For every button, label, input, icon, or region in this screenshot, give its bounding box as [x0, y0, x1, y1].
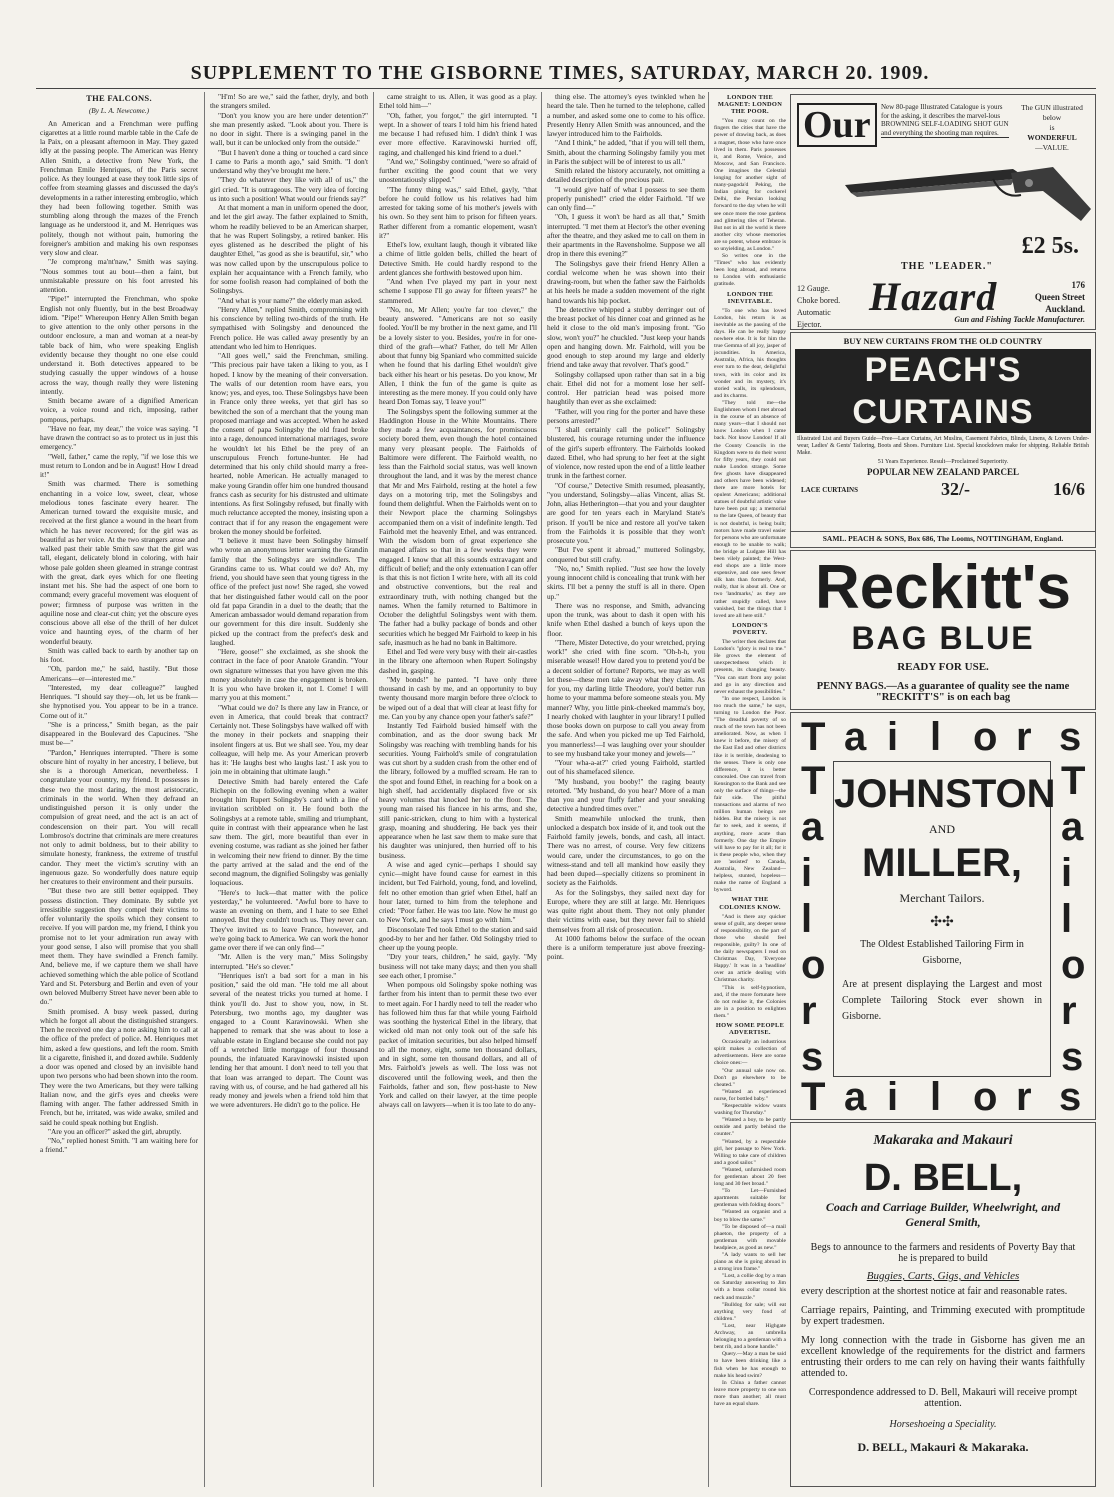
bell-name: D. BELL,: [863, 1157, 1023, 1199]
paragraph: The detective whipped a stubby derringer out of the breast pocket of his dinner coat and grinned as he held it close to the old man's imposing front. "Go slow, won't you?" he chuckled. "Just keep your hands open and hanging down. Mr. Fairhold, will you be good enough to step around my large and elderly friend and take away that revolver. That's good.": [547, 304, 705, 370]
paragraph: A wise and aged cynic—perhaps I should say cynic—might have found cause for earnest in this incident, but Ted Fairhold, young, fond, and lovelind, felt no other emotion than grief when Ethel, half an hour later, turned to him from the telephone and cried: "Poor father. He was too late. Now he must go to New York, and he says I must go with him.": [379, 859, 537, 925]
gauge: 12 Gauge.: [797, 284, 830, 293]
paragraph: "Have no fear, my dear," the voice was saying. "I have drawn the contract so as to protect us in just this emergency.": [40, 423, 198, 452]
section-heading: LONDON'S POVERTY.: [732, 621, 768, 636]
street: Queen Street: [1034, 292, 1085, 302]
paragraph: "Your wha-a-at?" cried young Fairhold, startled out of his shamefaced silence.: [547, 758, 705, 777]
paragraph: "My bonds!" he panted. "I have only three thousand in cash by me, and an opportunity to buy twenty thousand more margin before three o'clock to be wiped out of a deal that will clear at least fifty for me. Can you by any chance open your father's safe?": [379, 674, 537, 721]
paragraph: "Don't you know you are here under detention?" she man presently asked. "Look about you. There is no door in sight. There is a swinging panel in the wall, but it can be unlocked only from the outside.": [210, 110, 368, 148]
paragraph: "Oh, pardon me," he said, hastily. "But those Americans—er—interested me.": [40, 664, 198, 683]
paragraph: At that moment a man in uniform opened the door, and let the girl away. The father explained to Smith, whom he readily believed to be an American sharper, that he was Rupert Solingsby, a retired banker. His eyes glistened as he described the plight of his daughter Ethel, "as good as she is beautiful, sir," who was now called upon by the unscrupulous police to explain her acquaintance with a French family, who for some foolish reason had complained of both the Solingsbys.: [210, 203, 368, 296]
bell-footer: D. BELL, Makauri & Makaraka.: [857, 1440, 1029, 1454]
paragraph: Query.—May a man be said to have been drinking like a fish when he has enough to make his head swim?: [714, 1351, 786, 1379]
column-4: [547, 92, 705, 1487]
paragraph: The Solingsbys gave their friend Henry Allen a cordial welcome when he was shown into their drawing-room, but when the father saw the Fairholds at his heels he made a sudden movement of the right hand towards his hip pocket.: [547, 258, 705, 305]
reckitt-brand: Reckitt's: [815, 553, 1071, 622]
paragraph: "A lady wants to sell her piano as she is going abroad in a strong iron frame.": [714, 1252, 786, 1273]
paragraph: Solingsby collapsed upon rather than sat in a big chair. Ethel did not for a moment lose her self-control. Her patrician head was poised more haughtily than ever as she exclaimed:: [547, 369, 705, 407]
paragraph: "But I've spent it abroad," muttered Solingsby, conquered but still crafty.: [547, 545, 705, 564]
paragraph: An American and a Frenchman were puffing cigarettes at a little round marble table in the Cafe de la Paix, on a pleasant afternoon in May. They gazed idly at the passing people. The American was Henry Allen Smith, a detective from New York, the Frenchman Emile Henriques, of the Paris secret police. As they lounged at ease they took little sips of coffee from steaming glasses and discussed the day's developments in a rather interesting embroglio, which they had been following together. Smith was stumbling along through the mazes of the French language as he understood it, and M. Henriques was politely, though not without pain, humoring the foreigner's ambition and making his own responses very slow and clear.: [40, 118, 198, 257]
paragraph: "Of course," Detective Smith resumed, pleasantly, "you understand, Solingsby—alias Vincent, alias St. John, alias Hetherington—that you and your daughter are good for ten years each in Maryland State's prison. If you'll be nice and restore all you've taken from the Fairholds it is possible that they won't prosecute you.": [547, 480, 705, 545]
side-line: is: [1049, 123, 1055, 132]
gun-price: £2 5s.: [1021, 233, 1079, 259]
curtain-lace-label: LACE CURTAINS: [801, 485, 858, 494]
paragraph: At 1000 fathoms below the surface of the ocean there is a uniform temperature just above freezing-point.: [547, 933, 705, 962]
gun-side-text: [1015, 103, 1089, 153]
paragraph: "In one respect, London is too much the same," he says, turning to London the Poor. "The dreadful poverty of so much of the town has not been ameliorated. Now, as when I knew it before, the misery of the East End and other districts like it is terrible, deadening to the senses. There is only one difference, it is better concealed. One can travel from Kensington to the Bank and see only the surface of things—the fair side. The pitiful transactions and alarms of two million human beings are hidden. But the misery is not far to seek, and it seems, if anything, more acute than formerly. One day the Empire will have to pay for it all; for it is these people who, when they are 'assisted' to Canada, Australia, New Zealand—helpless, stunted, hopeless—make the name of England a byword.: [714, 695, 786, 894]
paragraph: came straight to us. Allen, it was good as a play. Ethel told him—": [379, 92, 537, 111]
paragraph: "Wanted an experienced nurse, for bottled baby.": [714, 1088, 786, 1102]
paragraph: "I shall certainly call the police!" Solingsby blustered, his courage returning under the influence of the girl's superb effrontery. The Fairholds looked dazed. Ethel, who had sprung to her feet at the sight of violence, now rested upon the end of a little leather trunk in the farthest corner.: [547, 425, 705, 481]
column-divider: [708, 92, 709, 1487]
tailor-letter: a: [1061, 805, 1084, 849]
bell-every: every description at the shortest notice at fair and reasonable rates.: [801, 1286, 1068, 1297]
tailor-letter: l: [1061, 897, 1073, 941]
paragraph: "They do whatever they like with all of us," the girl cried. "It is outrageous. The very idea of forcing us into such a position! What would our friends say?": [210, 175, 368, 203]
side-line: —VALUE.: [1035, 143, 1069, 152]
ejector: Automatic Ejector.: [797, 308, 831, 329]
section-heading: LONDON THE INEVITABLE.: [726, 290, 774, 305]
bell-repairs: Carriage repairs, Painting, and Trimming executed with promptitude by expert tradesmen.: [801, 1305, 1085, 1327]
tailor-letter: r: [1061, 989, 1077, 1033]
paragraph: As for the Solingsbys, they sailed next day for Europe, where they are still at large. Mr. Henriques was quite right about them. They not only plunder their victims with ease, but they never fail to shield themselves from all risk of prosecution.: [547, 887, 705, 934]
gun-specs: [797, 283, 857, 331]
paragraph: Smith promised. A busy week passed, during which he forgot all about the distinguished strangers. Then he received one day a note asking him to call at the office of the prefect of police. M. Henriques met him, asked a few questions, and left the room. Smith lit a cigarette, finished it, and dozed awhile. Suddenly a door was opened and closed by an invisible hand upon two persons who had been shown into the room. They were the two Americans, but they were talking Italian now, and the girl's eyes and cheeks were flaming with anger. The father addressed Smith in French, but he, irritated, was wide awake, smiled and said he could speak nothing but English.: [40, 1006, 198, 1127]
tailor-letter: l: [930, 1075, 942, 1119]
column-3-body: [379, 92, 537, 1110]
column-divider: [541, 92, 542, 1487]
tailor-letter: a: [844, 715, 867, 759]
tailor-inner: [833, 761, 1056, 1077]
paragraph: "H'm! So are we," said the father, dryly, and both the strangers smiled.: [210, 92, 368, 111]
paragraph: The Solingsbys spent the following summer at the Haddington House in the White Mountains. There they made a few acquaintances, for promiscuous society bored them, even though the hotel contained many very pleasant people. The Fairholds of Baltimore were different. The Fairhold wealth, no less than the Fairhold social status, was well known throughout the land, and it was by the merest chance that Mr and Mrs Fairhold, resting at the hotel a few days on a motoring trip, met the Solingsbys and found them delightful. When the Fairholds went on to their Newport place the charming Solingsbys accompanied them on a visit of indefinite length. Ted Fairhold met the heavenly Ethel, and was entranced. With the wisdom born of great experience she managed affairs so that in a few weeks they were engaged. I know that all this sounds extravagant and difficult of belief; and the only extenuation I can offer is that this is not fiction I write here, with all its cold and obstructive conventions, but the real and extraordinary truth, with nothing changed but the names. When the family returned to Baltimore in October the delightful Solingsbys went with them. The father had a bulky package of bonds and other securities which he begged Mr Fairhold to keep in his safe, inasmuch as he had no bank in Baltimore.: [379, 406, 537, 647]
column-5: [714, 92, 786, 1487]
tailor-letter: s: [1061, 1035, 1084, 1079]
tailor-letter: i: [801, 851, 813, 895]
present-display: Are at present displaying the Largest and most Complete Tailoring Stock ever shown in Gisborne.: [842, 979, 1042, 1022]
paragraph: "Oh, I guess it won't be hard as all that," Smith interrupted. "I met them at Hector's the other evening after the theatre, and they asked me to call on them in their apartments in the Ravensholme. Suppose we all drop in there this evening?": [547, 212, 705, 259]
tailor-letter: l: [930, 715, 942, 759]
tailor-letter: s: [801, 1035, 824, 1079]
tailor-letter: T: [801, 1075, 826, 1119]
column-2-body: [210, 92, 368, 1110]
reckitt-ready: READY FOR USE.: [897, 661, 989, 673]
section-heading: WHAT THE COLONIES KNOW.: [719, 896, 781, 911]
paragraph: "Lost, near Highgate Archway, an umbrella belonging to a gentleman with a bent rib, and a bone handle.": [714, 1322, 786, 1351]
paragraph: "Pipe!" interrupted the Frenchman, who spoke English not only fluently, but in the best Broadway idiom. "Pipe!" Whereupon Henry Allen Smith began to give attention to the only other persons in the outdoor enclosure, a man and woman at a near-by table back of him, who were speaking English evidently because they thought no one else could understand it. Both detectives appeared to be studying casually the upper windows of a house across the way, though really they were listening intently.: [40, 294, 198, 396]
bell-buggies: Buggies, Carts, Gigs, and Vehicles: [866, 1270, 1020, 1282]
reckitt-product: BAG BLUE: [851, 620, 1035, 656]
reckitt-penny: PENNY BAGS.—As a guarantee of quality see the name "RECKITT'S" is on each bag: [816, 681, 1070, 703]
miller-name: MILLER,: [862, 841, 1022, 885]
street-number: 176: [1071, 280, 1085, 290]
paragraph: "Wanted an organist and a boy to blow the same.": [714, 1209, 786, 1223]
paragraph: "And I think," he added, "that if you will tell them, Smith, about the charming Solingsby family you met in Paris the subject will be of interest to us all.": [547, 138, 705, 166]
paragraph: "Bulldog for sale; will eat anything very fond of children.": [714, 1301, 786, 1322]
column-divider: [204, 92, 205, 1487]
paragraph: Detective Smith had barely entered the Cafe Richepin on the following evening when a waiter brought him Rupert Solingsby's card with a line of invitation scribbled on it. He found both the Solingsbys at a remote table, smiling and triumphant, quite in contrast with their appearance when he last saw them. The girl, more beautiful than ever in evening costume, was radiant as she joined her father in welcoming their new friend to dinner. By the time the party arrived at the salad and the end of the second magnum, the dignified Solingsby was genially loquacious.: [210, 776, 368, 888]
curtain-years: 51 Years Experience. Result—Proclaimed Superiority.: [877, 459, 1009, 465]
bell-location: Makaraka and Makauri: [873, 1133, 1013, 1148]
column-story: [40, 92, 198, 1487]
paragraph: When pompous old Solingsby spoke nothing was farther from his intent than to permit these two ever to meet again. For I hardly need to tell the reader who has followed him thus far that while young Fairhold was soothing the hysterical Ethel in the library, that wicked old man not only took out of the safe his packet of imitation securities, but also helped himself to all the money, eight, some ten thousand dollars, and in sight, some ten thousand dollars, and all of Mrs. Fairhold's jewels as well. The loss was not discovered until the following week, and then the Fairholds, father and son, flew post-haste to New York and called on their lawyer, at the time people always call on lawyers—when it is too late to do any-: [379, 980, 537, 1110]
masthead: SUPPLEMENT TO THE GISBORNE TIMES, SATURDAY, MARCH 20. 1909.: [190, 62, 930, 84]
tailor-letter: i: [887, 715, 899, 759]
paragraph: "No, no, Mr Allen; you're far too clever," the beauty answered. "Americans are not so easily fooled. You'll be my brother in the next game, and I'll be a lovely sister to you. Besides, you're in for one-third of the graft—what? Father, do tell Mr Allen about that funny big Spaniard who committed suicide when he found that his darling Ethel wouldn't give back either his heart or his pesetas. Do you know, Mr Allen, I think the fun of the game is quite as interesting as the mere money. If you could only have heard Don Tomas say, 'I leave you!'": [379, 304, 537, 407]
bell-correspondence: Correspondence addressed to D. Bell, Makauri will receive prompt attention.: [808, 1387, 1078, 1409]
tailor-letter: i: [1061, 851, 1073, 895]
tailor-letter: r: [1016, 715, 1032, 759]
paragraph: "And what is your name?" the elderly man asked.: [218, 295, 363, 305]
paragraph: "I believe it must have been Solingsby himself who wrote an anonymous letter warning the Grandin family that the Solingsbys are swindlers. The Grandins came to us. What could we do? Ah, my friend, you should have seen that young tigress in the office of the prefect just now! She raged, she vowed that her distinguished father would call on the poor old fat papa Grandin in a duel to the death; that the American ambassador would demand reparation from our government for this dire insult. Suddenly she picked up the contract from the prefect's desk and laughed.: [210, 536, 368, 647]
paragraph: "All goes well," said the Frenchman, smiling. "This precious pair have taken a liking to you, as I hoped. I know by the meaning of their conversation. The walls of our detention room have ears, you know; yes, and eyes, too. These Solingsbys have been in France only three weeks, yet that girl has so bewitched the son of a merchant that the young man proposed marriage and was accepted. When he asked the consent of papa Solingsby the old fraud broke into a rage, denounced international marriages, swore he wouldn't let his Ethel be the prey of an unscrupulous French fortune-hunter. He had determined that his only child should marry a free-hearted, noble American. He actually managed to make young Grandin offer him one hundred thousand francs cash as security for his distrusted and ultimate intentions. As first Solingsby refused, but finally with much reluctance accepted the money, insisting upon a contract that if for any reason the engagement were broken the money should be forfeited.: [210, 351, 368, 536]
column-3: [379, 92, 537, 1487]
shotgun-illustration: [843, 147, 1093, 227]
oldest-firm: The Oldest Established Tailoring Firm in Gisborne,: [860, 939, 1024, 966]
choke: Choke bored.: [797, 296, 841, 305]
paragraph: Smith meanwhile unlocked the trunk, then unlocked a despatch box inside of it, and took out the Fairhold family jewels, bonds, and cash, all intact. There was no arrest, of course. Very few citizens would care, under the circumstances, to go on the witness-stand and tell all mankind how easily they had been duped—specially citizens so prominent in society as the Fairholds.: [547, 813, 705, 888]
paragraph: "My husband, you booby!" the raging beauty retorted. "My husband, do you hear? More of a man than you and your fluffy father and your sneaking detective a hundred times over.": [547, 776, 705, 814]
paragraph: Ethel and Ted were very busy with their air-castles in the library one afternoon when Rupert Solingsby dashed in, gasping.: [379, 647, 537, 675]
gun-address: [1035, 279, 1085, 315]
tailor-and: AND: [929, 822, 955, 836]
city: Auckland.: [1045, 304, 1085, 314]
paragraph: thing else. The attorney's eyes twinkled when he heard the tale. Then he turned to the telephone, called a number, and asked some one to come to his office. Presently Henry Allen Smith was announced, and the lawyer introduced him to the Fairholds.: [547, 92, 705, 138]
gun-tagline: Gun and Fishing Tackle Manufacturer.: [954, 315, 1085, 324]
story-title: THE FALCONS.: [86, 93, 152, 103]
side-line: The GUN illustrated below: [1021, 103, 1083, 122]
paragraph: "And is there any quicker sense of guilt, any deeper sense of responsibility, on the part of those who should feel responsible, guilty? In one of the daily newspapers I read on Christmas Day, 'Everyone Happy.' It was in a 'headline' over an article dealing with Christmas charity.: [714, 913, 786, 984]
masthead-rule: [36, 88, 1096, 89]
section-heading: HOW SOME PEOPLE ADVERTISE.: [715, 1022, 785, 1037]
paragraph: "Here, goose!" she exclaimed, as she shook the contract in the face of poor Anatole Grandin. "Your own signature witnesses that you have given me this money absolutely in case the engagement is broken. It is you who have broken it, not I. Come! I will marry you at this moment.": [210, 647, 368, 703]
tailor-letter: l: [801, 897, 813, 941]
section-heading: LONDON THE MAGNET: LONDON THE POOR.: [717, 94, 783, 116]
paragraph: "Wanted, unfurnished room for gentleman about 20 feet long and 30 feet broad.": [714, 1166, 786, 1188]
curtain-prices: [791, 479, 1095, 500]
paragraph: "Father, will you ring for the porter and have these persons arrested?": [547, 406, 705, 425]
curtain-footer: SAML. PEACH & SONS, Box 686, The Looms, NOTTINGHAM, England.: [791, 531, 1095, 543]
bell-horseshoeing: Horseshoeing a Speciality.: [889, 1419, 997, 1430]
paragraph: "The funny thing was," said Ethel, gayly, "that before he could follow us his relatives had him arrested for taking some of his mother's jewels with his own. So they sent him to prison for fifteen years. Rather different from a romantic elopement, wasn't it?": [379, 184, 537, 240]
paragraph: "I would give half of what I possess to see them properly punished!" cried the elder Fairhold. "If we can only find—": [547, 184, 705, 212]
paragraph: Instantly Ted Fairhold busied himself with the combination, and as the door swung back Mr Solingsby was reaching with trembling hands for his securities. Young Fairhold's smile of congratulation was cut short by a sudden crash from the other end of the library, followed by a muffled scream. He ran to the spot and found Ethel, in reaching for a book on a high shelf, had accidentally displaced five or six heavy volumes that knocked her to the floor. The young man raised his fiancee in his arms, and she, still panic-stricken, clung to him with a hysterical grasp, moaning and shuddering. He back yes their appearance when he last saw them to make sure that his daughter was uninjured, then hurried off to his business.: [379, 721, 537, 860]
tailor-letter: T: [801, 715, 826, 759]
story-body: [40, 119, 198, 1155]
paragraph: "No, no," Smith replied. "Just see how the lovely young innocent child is concealing that trunk with her skirts. I'll bet a penny the stuff is all in there. Open up.": [547, 563, 705, 601]
paragraph: "And when I've played my part in your next scheme I suppose I'll go away for fifteen years?" he stammered.: [379, 277, 537, 305]
story-byline: (By L. A. Newcome.): [88, 106, 150, 116]
reckitt-advertisement: [790, 550, 1096, 710]
paragraph: "Wanted a boy, to be partly outside and partly behind the counter.": [714, 1117, 786, 1138]
tailor-letter: o: [1061, 943, 1086, 987]
column-2: [210, 92, 368, 1487]
paragraph: "Henry Allen," replied Smith, compromising with his conscience by telling two-thirds of the truth. He sympathised with Solingsby and denounced the French police. He was called away presently by an attendant who led him to Henriques.: [210, 304, 368, 351]
paragraph: "Lost, a collie dog by a man on Saturday answering to Jim with a brass collar round his neck and muzzle.": [714, 1273, 786, 1301]
paragraph: "Oh, father, you forgot," the girl interrupted. "I wept. In a shower of tears I told him his friend hated me because I had refused him. I didn't think I was ever more effective. Karavinowski hurried off, raging, and challenged his kind friend to a duel.": [379, 110, 537, 157]
curtain-price: 16/6: [1052, 479, 1085, 499]
paragraph: The writer then declares that London's "glory is real to me." He grows the element of unexpectedness which it presents, its changing beauty. "You can start from any point and go in any direction and never exhaust the possibilities.": [714, 639, 786, 695]
paragraph: "Interested, my dear colleague?" laughed Henriques. "I should say they—oh, let us be frank—she hypnotised you. You appear to be in a trance. Come out of it.": [40, 682, 198, 720]
paragraph: "But these two are still better equipped. They possess distinction. They dominate. By subtle yet irresistible suggestion they compel their victims to offer voluntarily the spoils which they consent to receive. If you will pardon me, my friend, I think you promise not to let your admiration run away with your good sense, I also will promise that you shall meet them. They have swindled a French family. And, believe me, if we capture them we shall have achieved something which the able police of Scotland Yard and St. Petersburg and Berlin and even of your own beloved Mulberry Street have never been able to do.": [40, 886, 198, 1007]
column-4-body: [547, 92, 705, 962]
tailor-letter: T: [1061, 759, 1086, 803]
tailor-letter: s: [1059, 715, 1082, 759]
paragraph: There was no response, and Smith, advancing upon the trunk, was about to dash it open with his knife when Ethel dashed a bunch of keys upon the floor.: [547, 600, 705, 638]
paragraph: "Our annual sale now on. Don't go elsewhere to be cheated.": [714, 1067, 786, 1088]
curtain-advertisement: [790, 332, 1096, 548]
paragraph: Disconsolate Ted took Ethel to the station and said good-by to her and her father. Old Solingsby tried to cheer up the young people.: [379, 924, 537, 952]
hazard-logo: Hazard: [869, 274, 998, 319]
paragraph: Ethel's low, exultant laugh, though it vibrated like a chime of little golden bells, chilled the heart of Detective Smith. He could hardly respond to the ardent glances she forthwith bestowed upon him.: [379, 240, 537, 277]
paragraph: "Mr. Allen is the very man," Miss Solingsby interrupted. "He's so clever.": [210, 952, 368, 971]
bell-connection: My long connection with the trade in Gisborne has given me an excellent knowledge of the requirements for the district and farmers entrusting their orders to me can rely on having their wants faithfully attended to.: [801, 1335, 1085, 1379]
paragraph: "Pardon," Henriques interrupted. "There is some obscure hint of royalty in her ancestry, I believe, but she is a thorough American, nevertheless. I congratulate your country, my friend. It possesses in these two the most daring, the most aristocratic, criminals in the world. When they defraud an undistinguished person it is only under the compulsion of great need, and the act is an act of condescension on their part. You will recall Lombroso's doctrine that criminals are mere creatures not only to admit boldness, but to their ability to simulate honesty, frankness, the extreme of trustful candor. They meet the victim's scrutiny with an ingenuous gaze. So wonderfully does nature equip her creatures to their environment and their pursuits.: [40, 747, 198, 886]
curtain-price: 32/-: [940, 479, 970, 499]
tailor-letter: r: [1016, 1075, 1032, 1119]
paragraph: "To Let—Furnished apartments suitable for gentleman with folding doors.": [714, 1188, 786, 1209]
merchant-tailors: Merchant Tailors.: [899, 891, 985, 905]
paragraph: "Respectable widow wants washing for Thursday.": [714, 1103, 786, 1117]
tailor-letter: r: [801, 989, 817, 1033]
tailor-letter: a: [801, 805, 824, 849]
johnston-name: JOHNSTON: [834, 772, 1056, 816]
ornament-icon: ✣✣: [930, 915, 954, 930]
paragraph: "Are you an officer?" asked the girl, abruptly.: [48, 1126, 182, 1136]
tailor-letter: o: [973, 715, 998, 759]
curtain-parcel: POPULAR NEW ZEALAND PARCEL: [867, 467, 1019, 477]
catalogue-text: New 80-page Illustrated Catalogue is yours for the asking, it describes the marvel-lous BROWNING SELF-LOADING SHOT GUN and everything the shooting man requires.: [881, 103, 1009, 137]
leader-name: THE "LEADER.": [901, 261, 993, 272]
column-5-body: [714, 94, 786, 1408]
bell-advertisement: [790, 1122, 1096, 1487]
paragraph: Occasionally an industrious spirit makes a collection of advertisements. Here are some choice ones:—: [714, 1039, 786, 1067]
paragraph: "There, Mister Detective, do your wretched, prying work!" she cried with fine scorn. "Oh-h-h, you miserable weasel! How dared you to pretend you'd be a decent soldier of fortune? Reports, we may as well let these—these men take away what they claim. As for you, my darling little Theodore, you'd better run home to your mamma before someone steals you. My manner? Why, you little pink-cheeked mamma's boy, I nearly choked with laughter in your library! I pulled those books down on purpose to call you away from the safe. And when you picked me up Ted Fairhold, you mannerless!—I was laughing over your shoulder to see my husband take your money and jewels—": [547, 637, 705, 758]
paragraph: "To one who has loved London, his return is as inevitable as the passing of the days. He can be really happy nowhere else. It is for him the true Gemma of all joy, jasper of jocundities. In America, Australia, Africa, his thoughts ever turn to the dear, delightful town, with its color and its wonder and its mystery, it's storied walls, its splendours, and its charms.: [714, 307, 786, 399]
paragraph: "Je comprong ma'nt'naw," Smith was saying. "Nous sommes tout au bout—then a faint, but unmistakable pressure on his foot arrested his attention.: [40, 257, 198, 294]
curtain-title: PEACH'S CURTAINS: [795, 349, 1091, 433]
paragraph: "Well, father," came the reply, "if we lose this we must return to London and be in August! How I dread it!": [40, 451, 198, 479]
paragraph: "And we," Solingsby continued, "were so afraid of further exciting the good count that we very unostentatiously slipped.": [379, 156, 537, 185]
gun-advertisement: [790, 94, 1096, 330]
paragraph: Smith related the history accurately, not omitting a detailed description of the precious pair.: [547, 166, 705, 185]
paragraph: "But I haven't done a thing or touched a card since I came to Paris a month ago," said Smith. "I don't understand why they've brought me here.": [210, 147, 368, 175]
tailor-letter: o: [973, 1075, 998, 1119]
paragraph: Smith was charmed. There is something enchanting in a voice low, sweet, clear, whose melodious tones fascinate every hearer. The American turned toward the exquisite music, and received at the first glance a wound in the heart from which he has never recovered; for the girl was as beautiful as her voice. At the two strangers arose and walked past their table Smith saw that the girl was tall, elegant, delicately blond in coloring, with hair whose pale golden sheen gleamed in strange contrast with the great, dark eyes which for one fleeting instant met his. She had the aspect of one born to command; every graceful movement was eloquent of power; firmness of purpose was written in the aquiline nose and clear-cut chin; yet the obscure eyes conscious above all else of the thrill of her dulcet voice and haunting eyes, of the charm of her wonderful beauty.: [40, 479, 198, 646]
column-divider: [373, 92, 374, 1487]
paragraph: "Henriques isn't a bad sort for a man in his position," said the old man. "He told me all about several of the neatest tricks you turned at home. I think you'll do. Just to show you, now, in St. Petersburg, two months ago, my daughter was engaged to a Count Karavinowski. When she happened to remark that she was about to lose a valuable estate in England because she could not pay off a wretched little mortgage of four thousand pounds, the infatuated Karavinowski insisted upon lending her that amount. I don't need to tell you that that loan was arranged to depart. The Count was raving with us, of course, and he had gathered all his ready money and jewels when a friend told him that we were adventurers. He didn't go to the police. He: [210, 970, 368, 1110]
tailor-letter: o: [801, 943, 826, 987]
paragraph: "Here's to luck—that matter with the police yesterday," he volunteered. "Awful bore to have to waste an evening on them, and I hate to see Ethel annoyed. But they couldn't touch us. They never can. They've invited us to leave France, however, and we're going back to America. We can work the honor game over there if we can only find—": [210, 887, 368, 952]
paragraph: "Wanted, by a respectable girl, her passage to New York. Willing to take care of children and a good sailor.": [714, 1138, 786, 1166]
paragraph: Smith became aware of a dignified American voice, a voice round and rich, imposing, rather pompous, perhaps.: [40, 396, 198, 424]
curtain-header: BUY NEW CURTAINS FROM THE OLD COUNTRY: [843, 336, 1043, 346]
paragraph: "To be disposed of—a mail phaeton, the property of a gentleman with movable headpiece, as good as new.": [714, 1223, 786, 1251]
tailor-letter: a: [844, 1075, 867, 1119]
tailor-letter: s: [1059, 1075, 1082, 1119]
curtain-body: Illustrated List and Buyers Guide—Free—Lace Curtains, Art Muslins, Casement Fabrics, Blinds, Linens, & Lovers Under-wear, Ladies' & Gents' Tailoring, Boots and Shoes. Furniture List. Special knockdown make for shipping. Reliable British Make.: [797, 436, 1089, 456]
paragraph: "Dry your tears, children," he said, gayly. "My business will not take many days; and then you shall see each other, I promise.": [379, 952, 537, 980]
tailor-advertisement: [790, 712, 1096, 1120]
bell-begs: Begs to announce to the farmers and residents of Poverty Bay that he is prepared to build: [810, 1242, 1076, 1264]
side-line: WONDERFUL: [1027, 133, 1077, 142]
paragraph: "She is a princess," Smith began, as the pair disappeared in the Boulevard des Capucines. "She must be—": [40, 719, 198, 748]
bell-trade: Coach and Carriage Builder, Wheelwright, and General Smith,: [825, 1200, 1061, 1229]
paragraph: "You may count on the fingers the cities that have the power of drawing back, as does a magnet, those who have once lived in them. Paris possesses it, and Rome, Venice, and Moscow, and San Francisco. One imagines the Celestial longing for another sight of many-pagoda'd Peking, the Indian pining for cockerel Delhi, the Persian looking forward to the day when he will see once more the rose gardens and glittering tiles of Teheran. But not in all the world is there another city whose memories are so potent, whose embrace is so unyielding, as London.": [714, 118, 786, 252]
tailor-letter: T: [801, 759, 826, 803]
our-heading: Our: [797, 103, 877, 147]
tailor-letter: i: [887, 1075, 899, 1119]
paragraph: "No," replied honest Smith. "I am waiting here for a friend.": [40, 1136, 198, 1155]
paragraph: In China a father cannot leave more property to one son more than another; all must have an equal share.: [714, 1379, 786, 1407]
paragraph: Smith was called back to earth by another tap on his foot.: [40, 645, 198, 664]
paragraph: So writes one in the "Times" who has evidently been long abroad, and returns to London with enthusiastic gratitude.: [714, 253, 786, 288]
paragraph: "They told me—the Englishmen whom I met abroad in the course of an absence of many years—that I should not know London when I came back. Not know London! If all the County Councils in the Kingdom were to do their worst for fifty years, they could not make London strange. Some few ghosts have disappeared and others have been widened; there are more hotels for opulent Americans; additional statues of doubtful artistic value have been put up; a memorial to the late Queen, of beauty that is not doubtful, is being built; motors have made travel easier for persons who are unfortunate enough to be unable to walk; the bridge at Ludgate Hill has been vilely painted; the West-end shops are a little more expensive, and one sees fewer silk hats than formerly. And, really, that is about all. One or two 'landmarks,' as they are rather stupidly called, have vanished, but the things that I loved are all here still.": [714, 399, 786, 619]
paragraph: "This is self-hypnotism, and, if the more fortunate here do not realise it, the Colonies are in a position to enlighten them.": [714, 984, 786, 1019]
paragraph: "What could we do? Is there any law in France, or even in America, that could break that contract? Certainly not. These Solingsbys have walked off with the money in their pockets and snapping their insolent fingers at us. But we shall see. You, my dear colleague, will help me. As your American proverb has it: 'He laughs best who laughs last.' I ask you to join me in obtaining that ultimate laugh.": [210, 702, 368, 777]
